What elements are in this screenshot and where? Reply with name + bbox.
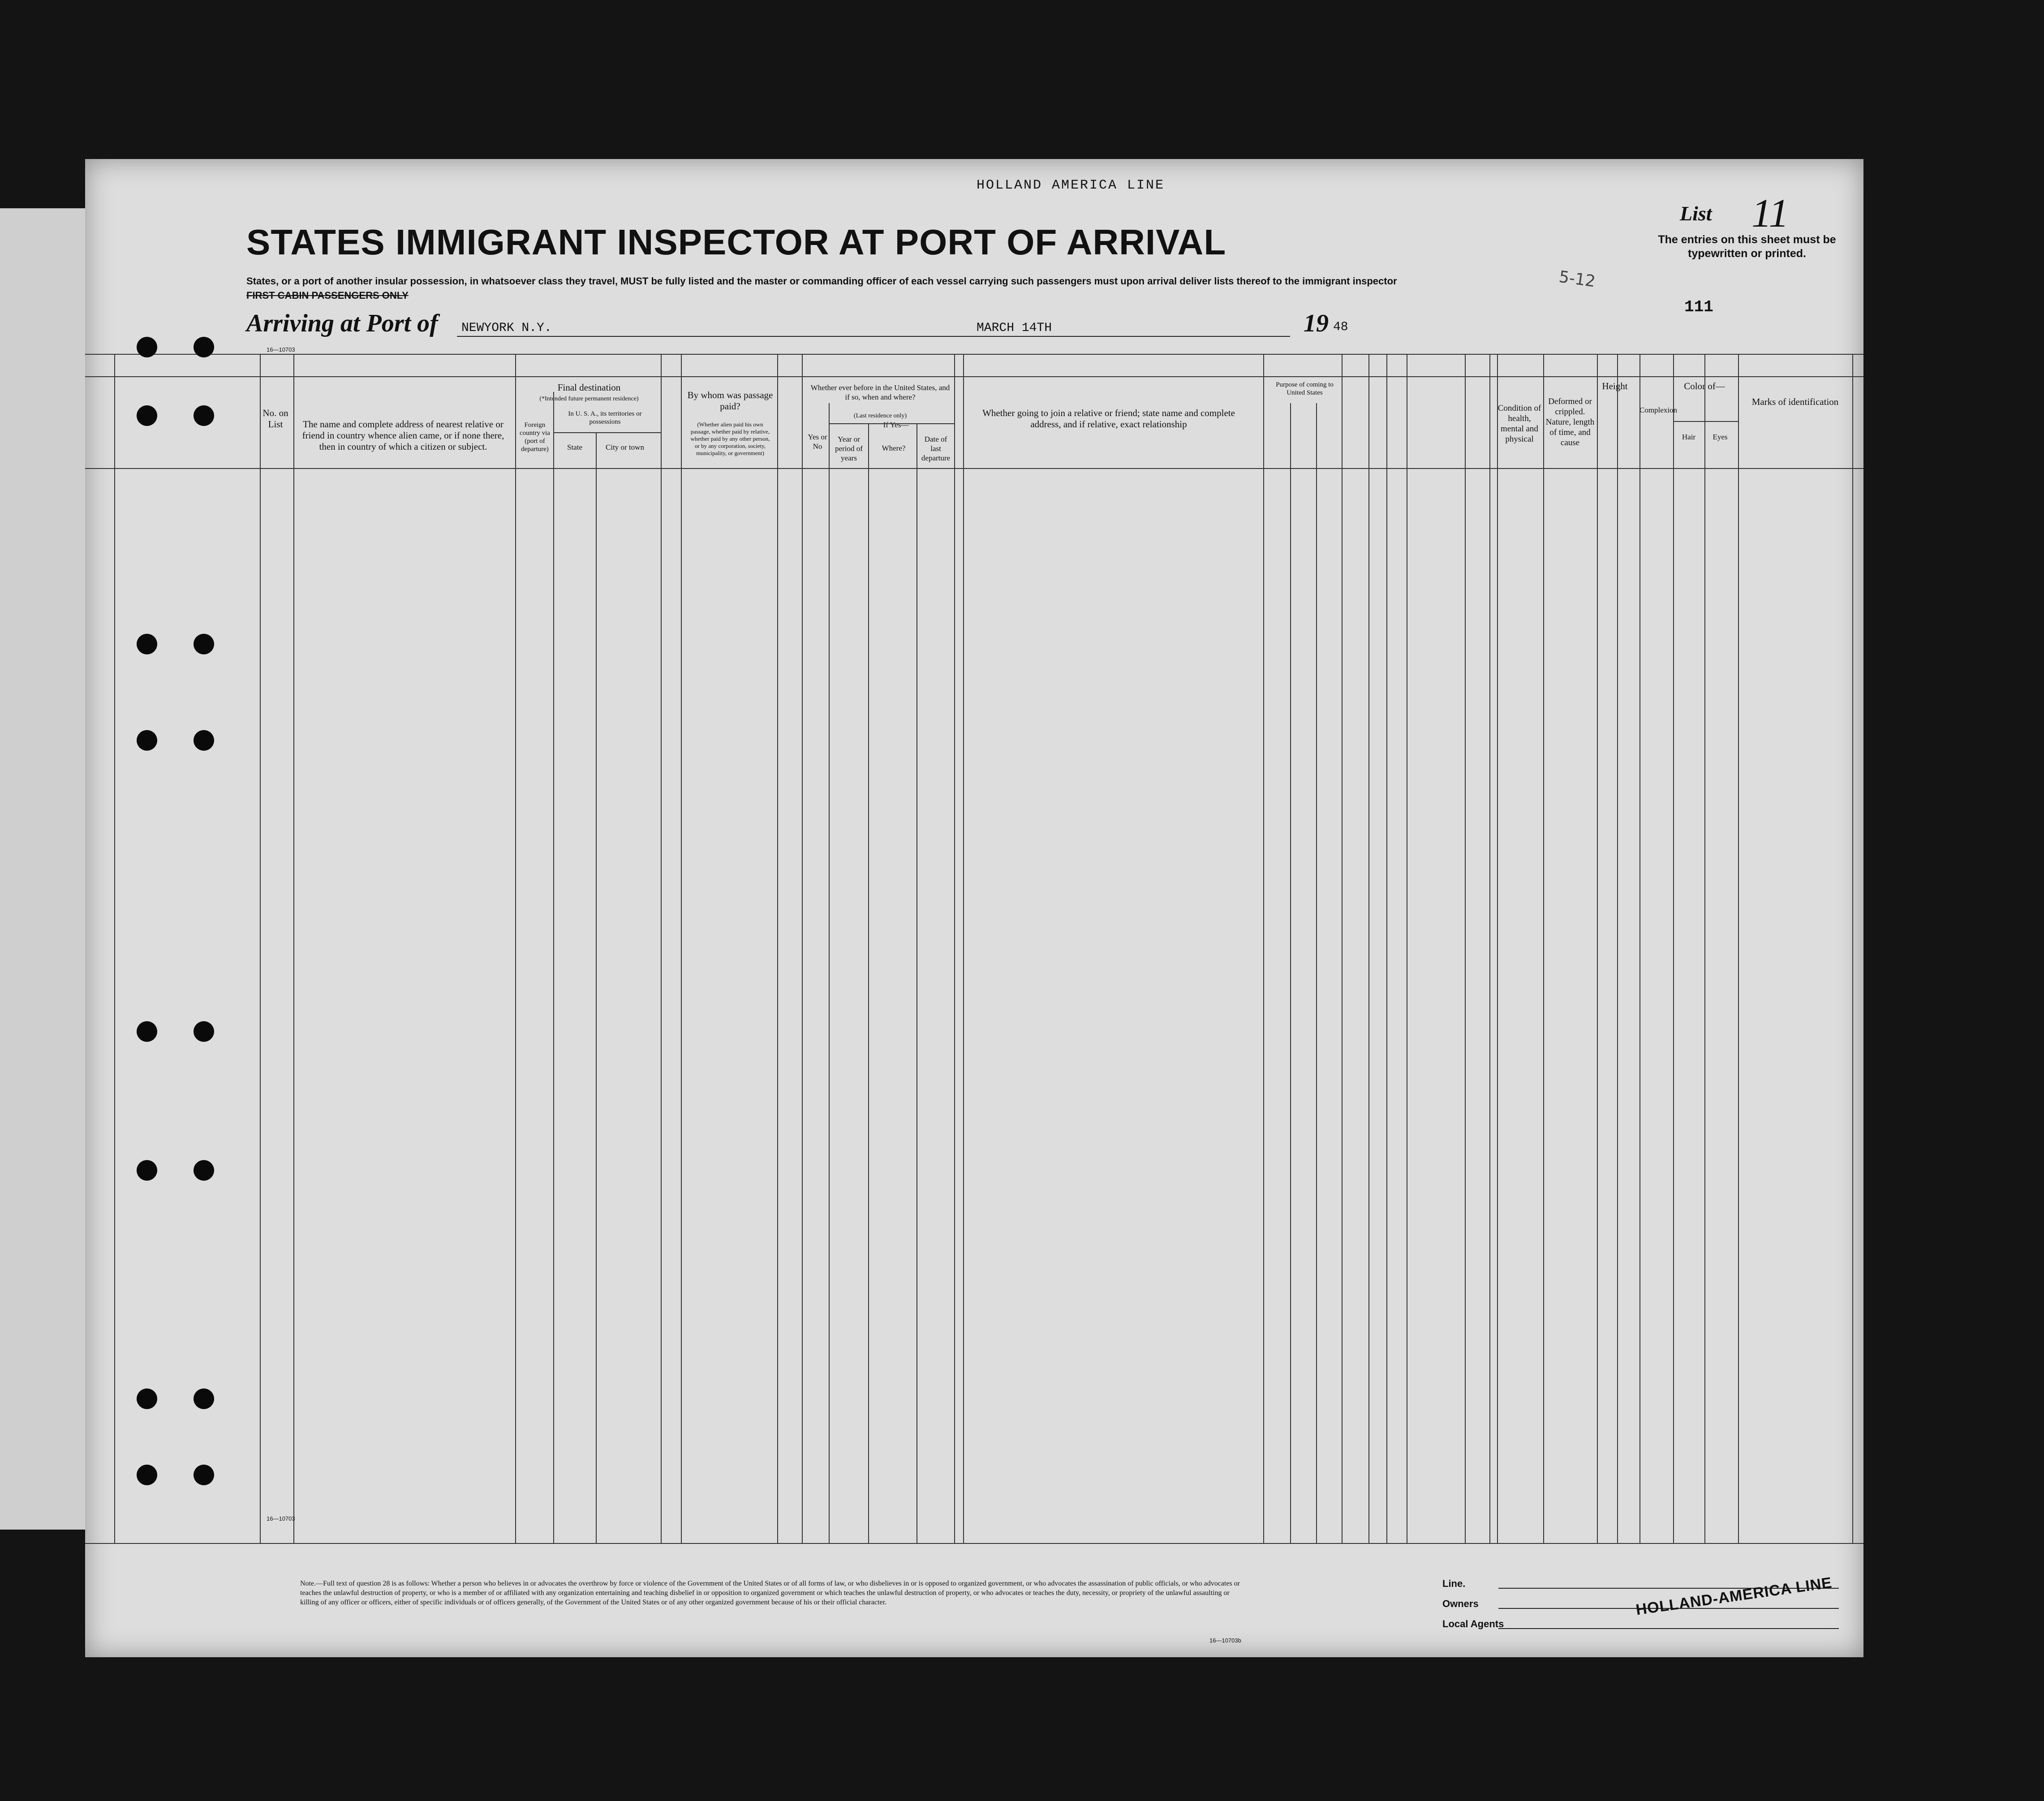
punch-hole [137, 1465, 157, 1485]
column-rule [1386, 354, 1387, 1543]
column-rule [661, 354, 662, 1543]
header-city: City or town [606, 443, 644, 451]
header-c21 [786, 380, 793, 469]
column-rule [1617, 354, 1618, 1543]
punch-hole [194, 1465, 214, 1485]
header-ever-before: Whether ever before in the United States, and if so, when and where? [810, 383, 950, 401]
header-yes-no: Yes or No [808, 433, 827, 451]
pencil-note: 5-12 [1558, 267, 1597, 291]
header-paid-note: (Whether alien paid his own passage, whether paid by relative, whether paid by any other person, or by any corporation, society, municipality, or government) [690, 421, 770, 456]
header-color: Color of— [1684, 381, 1725, 391]
column-rule [114, 354, 115, 1543]
column-rule [1342, 354, 1343, 1543]
header-destination-note: (*Intended future permanent residence) [539, 395, 639, 402]
column-rule [1465, 354, 1466, 1543]
header-height: Height [1602, 381, 1628, 391]
column-rule [260, 354, 261, 1543]
column-rule [1704, 354, 1705, 1543]
column-rule [553, 392, 554, 1543]
agents-underline [1498, 1628, 1839, 1629]
header-no: No. on List [262, 408, 288, 430]
header-c24-c [1325, 380, 1332, 469]
agents-label: Local Agents [1442, 1618, 1504, 1629]
punch-hole [137, 337, 157, 357]
year-value: 48 [1333, 320, 1348, 334]
header-ever-before-note: (Last residence only) [853, 413, 907, 419]
header-c30 [1489, 380, 1497, 469]
page-subtitle: States, or a port of another insular possession, in whatsoever class they travel, MUST be fully listed and the master or commanding officer of each vessel carrying such passengers must upon arrival deliver lists thereof to the immigrant inspector [246, 275, 1397, 287]
header-departure: Date of last departure [921, 435, 951, 462]
manifest-table [85, 354, 1863, 1543]
header-c25 [1351, 380, 1359, 469]
header-marks: Marks of identification [1751, 396, 1839, 407]
header-destination: Final destination [557, 382, 621, 393]
date-line [923, 336, 1290, 337]
column-rule [1597, 354, 1598, 1543]
header-if-yes: If Yes— [883, 421, 909, 429]
header-paid: By whom was passage paid? [687, 390, 773, 412]
punch-hole [137, 1021, 157, 1042]
column-rule [868, 423, 869, 1543]
header-c28 [1432, 380, 1439, 469]
header-deformed: Deformed or crippled. Nature, length of time, and cause [1545, 397, 1595, 447]
punch-hole [194, 730, 214, 751]
punch-hole [194, 405, 214, 426]
header-hair: Hair [1682, 433, 1696, 441]
header-c34-inches [1625, 380, 1632, 469]
line-label: Line. [1442, 1578, 1466, 1589]
column-rule [963, 354, 964, 1543]
form-code: 16—10703b [1209, 1637, 1241, 1644]
page-title: STATES IMMIGRANT INSPECTOR AT PORT OF ARRIVAL [246, 222, 1226, 262]
header-relative: The name and complete address of nearest relative or friend in country whence alien came, or if none there, then in country of which a citizen or subject. [302, 419, 504, 452]
list-label: List [1680, 202, 1712, 225]
date-value: MARCH 14TH [977, 321, 1052, 335]
punch-hole [137, 405, 157, 426]
header-foreign-country: Foreign country via (port of departure) [520, 421, 550, 453]
column-rule [1738, 354, 1739, 1543]
column-rule [1263, 354, 1264, 1543]
column-rule [1543, 354, 1544, 1543]
owners-label: Owners [1442, 1598, 1479, 1609]
punch-hole [137, 1388, 157, 1409]
column-rule [1497, 354, 1498, 1543]
punch-hole [137, 730, 157, 751]
header-state: State [567, 443, 582, 451]
footer-rule [85, 1543, 1863, 1544]
subheader-rule [1673, 421, 1738, 422]
punch-hole [194, 337, 214, 357]
header-join: Whether going to join a relative or friend; state name and complete address, and if relative, exact relationship [982, 408, 1235, 430]
passenger-class: FIRST CABIN PASSENGERS ONLY [246, 290, 409, 301]
column-rule [1852, 354, 1853, 1543]
stamp-number: 111 [1684, 298, 1713, 316]
column-rule [293, 354, 294, 1543]
header-c34-feet [1603, 380, 1610, 469]
arriving-label: Arriving at Port of [246, 309, 438, 337]
header-complexion: Complexion [1640, 406, 1678, 414]
header-c29 [1474, 380, 1481, 469]
subheader-rule [829, 423, 954, 424]
footnote: Note.—Full text of question 28 is as follows: Whether a person who believes in or advocates the overthrow by force or violence of the Government of the United States or of all forms of law, or who disbelieves in or is opposed to organized government, or who advocates the assassination of public officials, or who advocates or teaches the unlawful destruction of property, or who is a member of or affiliated with any organization entertaining and teaching disbelief in or opposition to organized government or which teaches the unlawful destruction of property, or who advocates or teaches the duty, necessity, or propriety of the unlawful assaulting or killing of any officer or officers, either of specific individuals or of officers generally, of the Government of the United States or of any other organized government because of his or their official character. [300, 1580, 1240, 1606]
subheader-rule [553, 432, 661, 433]
column-rule [802, 354, 803, 1543]
punch-hole [194, 1021, 214, 1042]
port-value: NEWYORK N.Y. [461, 321, 552, 335]
header-c31 [1500, 380, 1507, 469]
header-purpose: Purpose of coming to United States [1276, 381, 1334, 396]
list-number: 11 [1751, 191, 1789, 236]
header-c27 [1393, 380, 1400, 469]
header-c19 [667, 380, 675, 469]
header-rule [85, 354, 1863, 355]
column-rule [1673, 354, 1674, 1543]
punch-hole [194, 1160, 214, 1181]
column-rule [1290, 403, 1291, 1543]
form-code: 16—10703 [267, 346, 295, 353]
column-rule [1368, 354, 1369, 1543]
header-year: Year or period of years [835, 435, 863, 462]
header-c24-a [1273, 380, 1280, 469]
header-usa: In U. S. A., its territories or possessions [568, 410, 642, 426]
company-name: HOLLAND AMERICA LINE [977, 178, 1165, 193]
form-code: 16—10703 [267, 1515, 295, 1522]
header-c26 [1374, 380, 1381, 469]
punch-hole [194, 634, 214, 654]
header-where: Where? [882, 444, 906, 452]
punch-hole [137, 634, 157, 654]
header-rule [85, 376, 1863, 377]
column-rule [1489, 354, 1490, 1543]
column-rule [777, 354, 778, 1543]
header-rule [85, 468, 1863, 469]
column-rule [829, 403, 830, 1543]
column-rule [954, 354, 955, 1543]
header-c24-b [1300, 380, 1307, 469]
column-rule [515, 354, 516, 1543]
port-line [457, 336, 985, 337]
typewritten-note: The entries on this sheet must be typewritten or printed. [1658, 233, 1836, 260]
year-prefix: 19 [1304, 309, 1329, 337]
punch-hole [137, 1160, 157, 1181]
header-health: Condition of health, mental and physical [1497, 404, 1541, 444]
column-rule [596, 432, 597, 1543]
column-rule [1316, 403, 1317, 1543]
column-rule [681, 354, 682, 1543]
header-eyes: Eyes [1713, 433, 1728, 441]
agent-stamp: HOLLAND-AMERICA LINE [1635, 1574, 1833, 1619]
manifest-sheet [85, 159, 1863, 1657]
punch-hole [194, 1388, 214, 1409]
